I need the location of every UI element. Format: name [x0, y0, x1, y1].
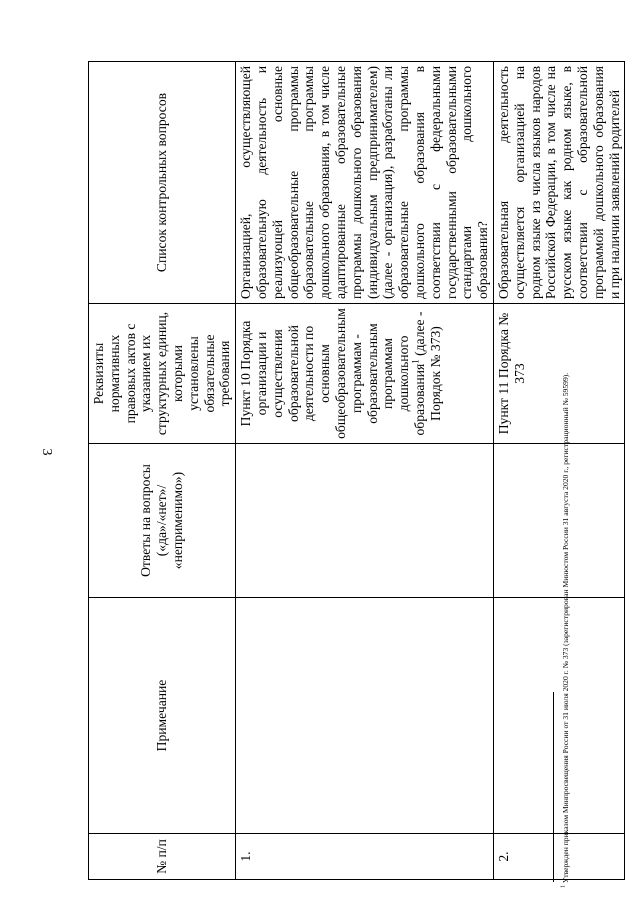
answer-cell — [493, 444, 624, 598]
requisite-text: Пункт 10 Порядка организации и осуществления образовательной деятельности по основным общеобразовательным программам - образовательным программам дошкольного образования — [238, 308, 427, 439]
header-answers: Ответы на вопросы («да»/«нет»/ «неприменимо») — [89, 444, 236, 598]
answer-cell — [236, 444, 494, 598]
table-header-row — [89, 62, 236, 880]
note-cell — [236, 598, 494, 834]
table-row — [493, 62, 624, 880]
footnote-text: Утвержден приказом Минпросвещения России от 31 июля 2020 г. № 373 (зарегистрирован Минюстом России 31 августа 2020 г., регистрационный № 59599). — [561, 372, 570, 885]
footnote — [561, 268, 570, 888]
row-number: 1. — [236, 834, 494, 880]
table-row — [236, 62, 494, 880]
header-questions: Список контрольных вопросов — [89, 62, 236, 304]
control-questions-table — [88, 61, 625, 880]
header-requisites: Реквизиты нормативных правовых актов с указанием их структурных единиц, которыми установлены обязательные требования — [89, 304, 236, 444]
requisite-cell — [236, 304, 494, 444]
requisite-text-cont: (далее - Порядок № 373) — [411, 311, 443, 421]
question-cell: Образовательная деятельность осуществляется организацией на родном языке из числа языков народов Российской Федерации, в том числе на русском языке как родном языке, в соответствии с образовательной программой дошкольного образования и при наличии заявлений родителей — [493, 62, 624, 304]
footnote-divider — [553, 692, 554, 882]
footnote-marker: 1 — [560, 885, 567, 888]
page-number: 3 — [39, 448, 54, 456]
requisite-cell — [493, 304, 624, 444]
question-cell: Организацией, осуществляющей образовательную деятельность и реализующей основные общеобразовательные программы образовательные программы дошкольного образования, в том числе адаптированные образовательные программы дошкольного образования (индивидуальным предпринимателем) (далее - организация), разработаны ли образовательные программы дошкольного образования в соответствии с федеральными государственными образовательными стандартами дошкольного образования? — [236, 62, 494, 304]
note-cell — [493, 598, 624, 834]
footnote-ref: 1 — [410, 359, 421, 364]
header-num: № п/п — [89, 834, 236, 880]
header-note: Примечание — [89, 598, 236, 834]
requisite-text: Пункт 11 Порядка № 373 — [495, 312, 527, 435]
row-number: 2. — [493, 834, 624, 880]
